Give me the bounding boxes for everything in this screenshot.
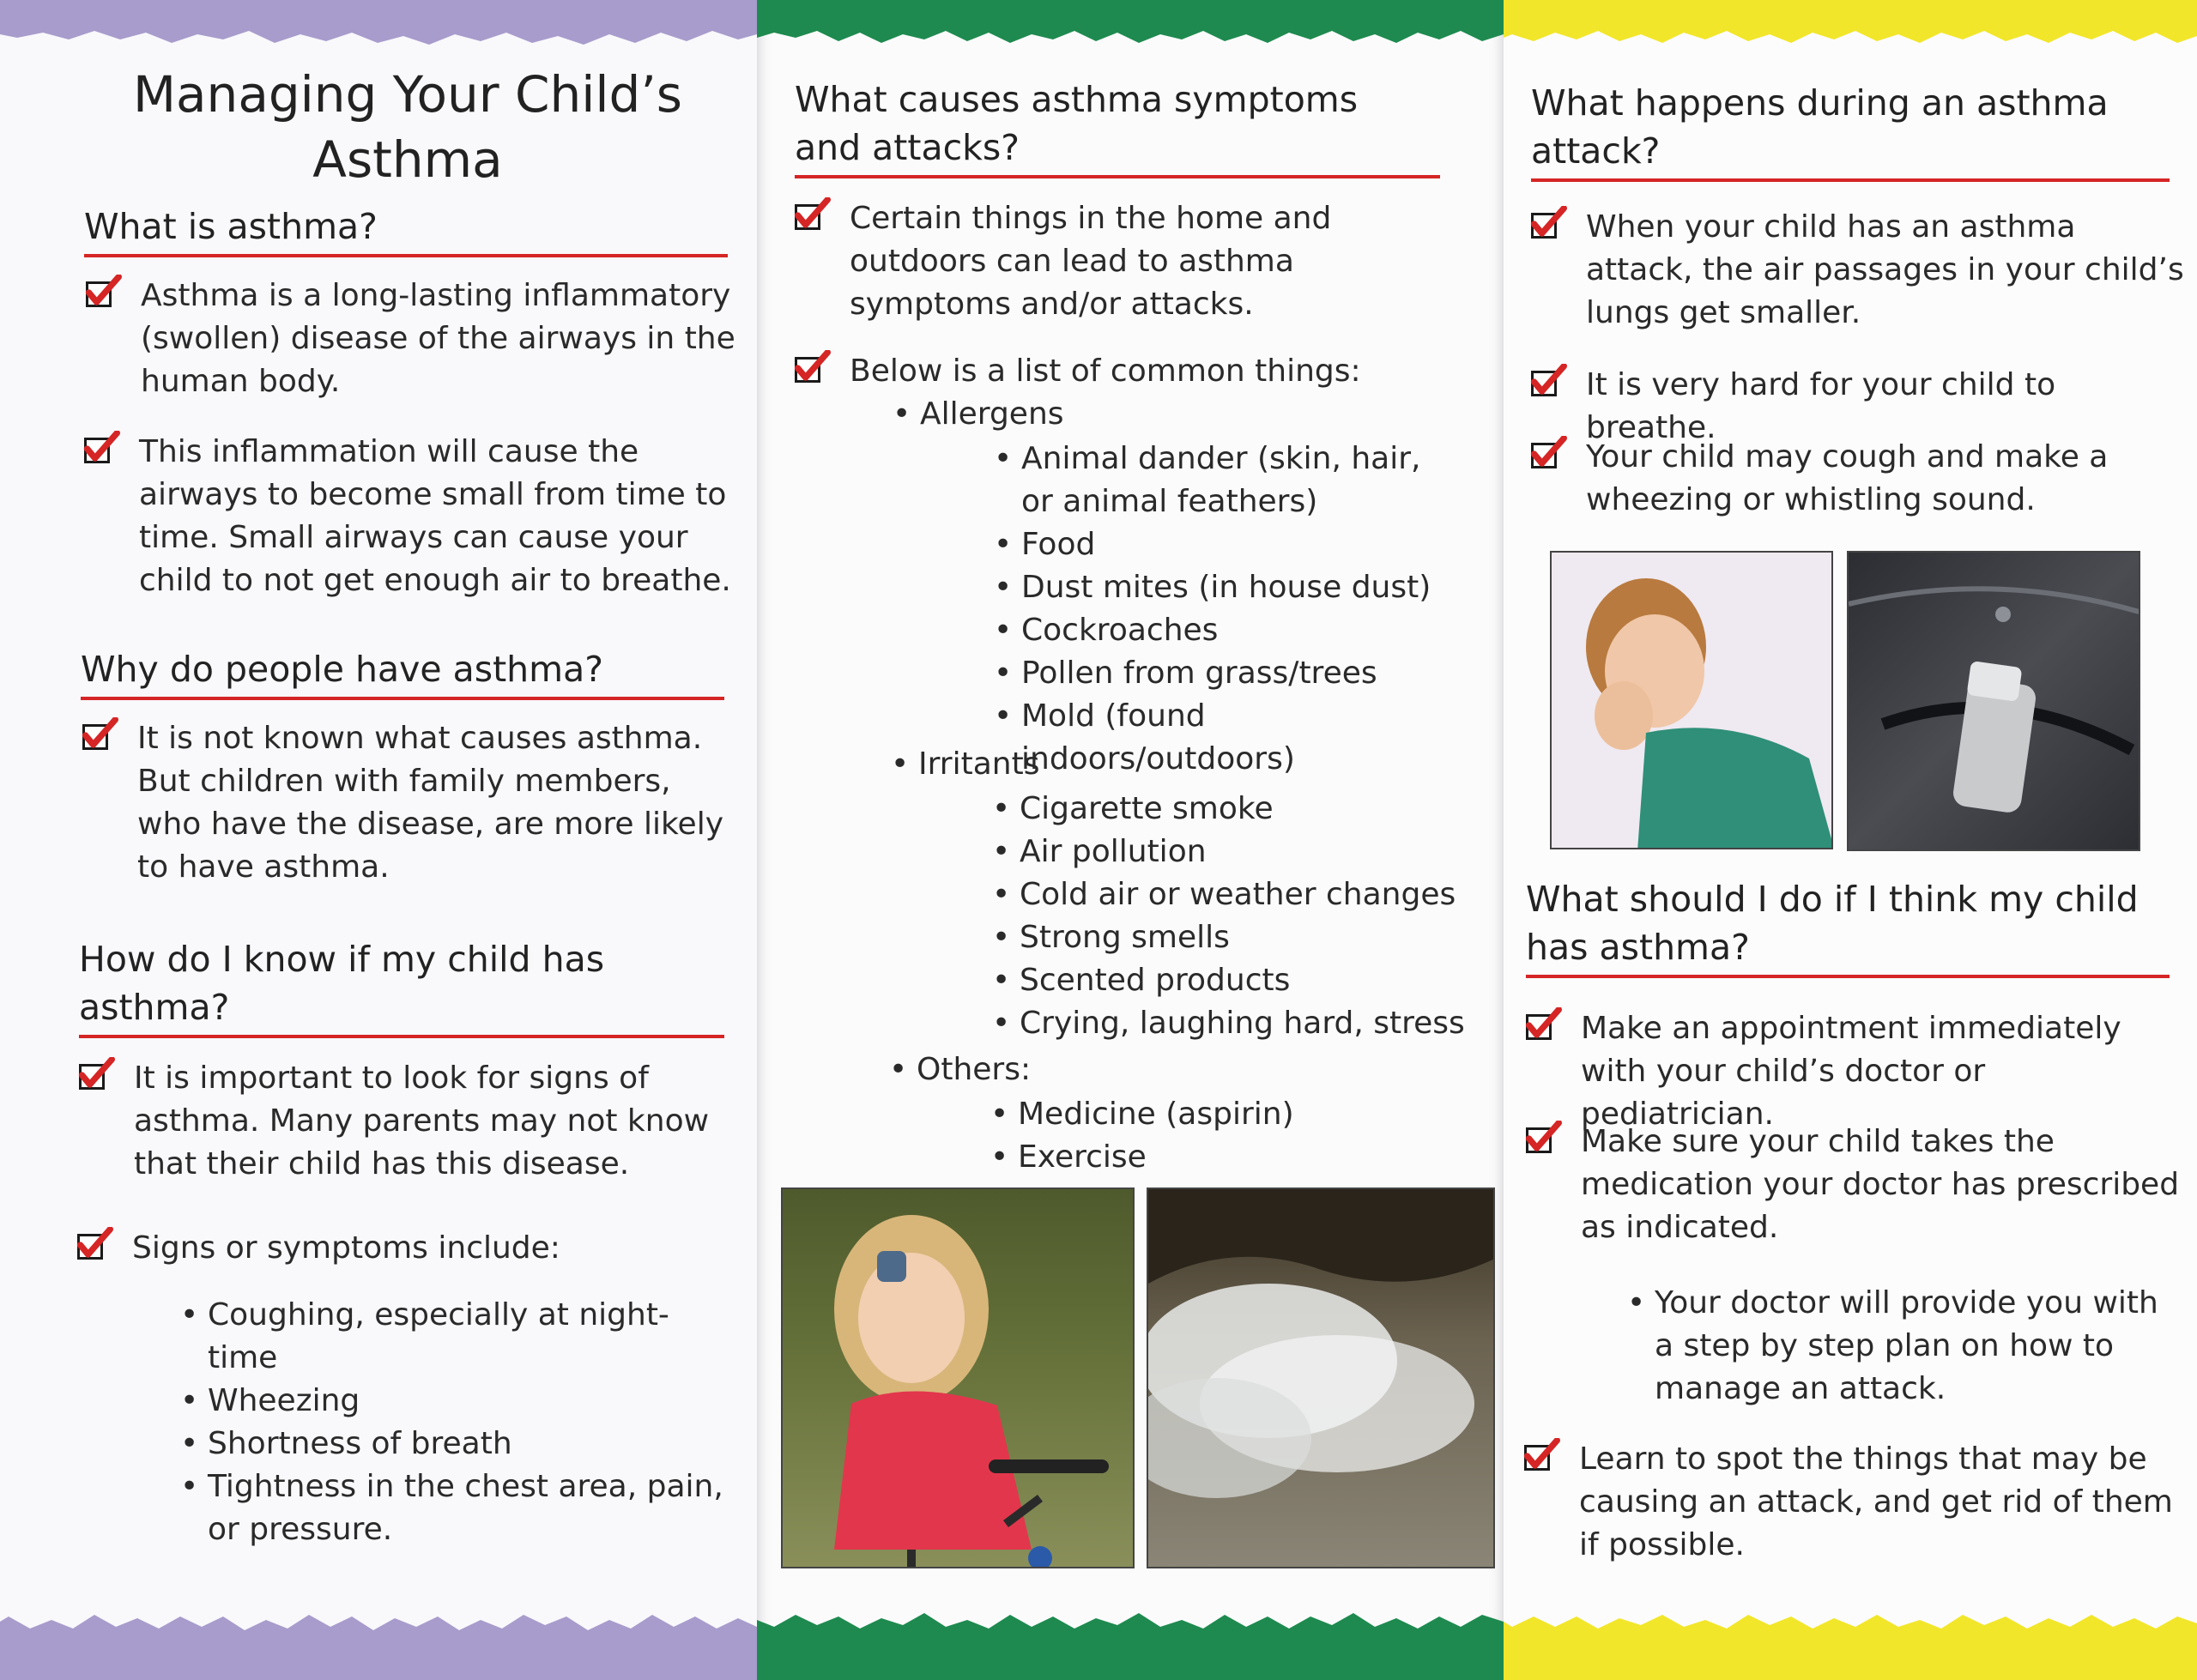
checkbox-check-icon xyxy=(795,354,826,384)
checkbox-check-icon xyxy=(86,278,117,309)
checkbox-check-icon xyxy=(1526,1124,1557,1155)
list-item: • Cockroaches xyxy=(990,609,1454,652)
photo-car-exhaust xyxy=(1147,1187,1495,1568)
list-item: • Animal dander (skin, hair, or animal feathers) xyxy=(990,438,1454,523)
irritant-list xyxy=(989,788,1469,1045)
checkbox-check-icon xyxy=(1531,367,1562,398)
torn-band-bottom xyxy=(0,1560,757,1680)
heading-during-attack: What happens during an asthma attack? xyxy=(1531,79,2170,182)
list-item: • Cigarette smoke xyxy=(989,788,1469,831)
list-item: • Pollen from grass/trees xyxy=(990,652,1454,695)
checkbox-check-icon xyxy=(82,721,113,752)
checkbox-check-icon xyxy=(79,1061,110,1091)
heading-what-to-do: What should I do if I think my child has asthma? xyxy=(1526,875,2170,978)
list-item: • Crying, laughing hard, stress xyxy=(989,1002,1469,1045)
symptom-list xyxy=(177,1294,726,1551)
photo-boy-coughing xyxy=(1550,551,1833,849)
checklist-item: Below is a list of common things: xyxy=(795,350,1464,393)
list-item: • Dust mites (in house dust) xyxy=(990,566,1454,609)
checklist-item: Make sure your child takes the medication your doctor has prescribed as indicated. xyxy=(1526,1121,2187,1249)
group-label: • Allergens xyxy=(889,393,1473,436)
trigger-group-irritants xyxy=(887,743,1471,786)
torn-band-top xyxy=(1504,0,2197,60)
checklist-item: Asthma is a long-lasting inflammatory (swollen) disease of the airways in the human body. xyxy=(86,275,738,403)
checklist-item: This inflammation will cause the airways to become small from time to time. Small airways can cause your child to not get enough air to breathe. xyxy=(84,431,736,602)
list-item: • Coughing, especially at night-time xyxy=(177,1294,726,1380)
checklist-item: Certain things in the home and outdoors can lead to asthma symptoms and/or attacks. xyxy=(795,197,1464,326)
list-item: • Wheezing xyxy=(177,1380,726,1423)
heading-causes: What causes asthma symptoms and attacks? xyxy=(795,76,1440,178)
checkbox-check-icon xyxy=(77,1230,108,1261)
panel-causes xyxy=(757,0,1504,1680)
heading-why-asthma: Why do people have asthma? xyxy=(81,645,724,700)
checklist-item: When your child has an asthma attack, the air passages in your child’s lungs get smaller. xyxy=(1531,206,2192,335)
other-list xyxy=(987,1093,1450,1179)
checklist-item: Make an appointment immediately with your child’s doctor or pediatrician. xyxy=(1526,1007,2187,1136)
group-label: • Irritants xyxy=(887,743,1471,786)
torn-band-top xyxy=(0,0,757,60)
list-item: • Shortness of breath xyxy=(177,1423,726,1465)
checkbox-check-icon xyxy=(1526,1011,1557,1042)
checkbox-check-icon xyxy=(1531,209,1562,240)
checklist-item: It is very hard for your child to breathe. xyxy=(1531,364,2192,450)
list-item: • Strong smells xyxy=(989,916,1469,959)
torn-band-top xyxy=(757,0,1504,60)
checklist-item: Learn to spot the things that may be causing an attack, and get rid of them if possible. xyxy=(1524,1438,2185,1567)
list-item: • Air pollution xyxy=(989,831,1469,873)
list-item: • Medicine (aspirin) xyxy=(987,1093,1450,1136)
checklist-item: It is not known what causes asthma. But children with family members, who have the disease, are more likely to have asthma. xyxy=(82,717,735,889)
list-item: • Cold air or weather changes xyxy=(989,873,1469,916)
brochure-title: Managing Your Child’s Asthma xyxy=(132,65,683,189)
photo-girl-inhaler xyxy=(781,1187,1135,1568)
checkbox-check-icon xyxy=(795,201,826,232)
heading-what-is-asthma: What is asthma? xyxy=(84,202,728,257)
checkbox-check-icon xyxy=(1524,1441,1555,1472)
doctor-plan-list xyxy=(1624,1282,2173,1411)
list-item: • Your doctor will provide you with a step by step plan on how to manage an attack. xyxy=(1624,1282,2173,1411)
photo-inhaler-pocket xyxy=(1847,551,2140,851)
torn-band-bottom xyxy=(757,1560,1504,1680)
list-item: • Scented products xyxy=(989,959,1469,1002)
group-label: • Others: xyxy=(886,1048,1469,1091)
torn-band-bottom xyxy=(1504,1560,2197,1680)
checkbox-check-icon xyxy=(84,434,115,465)
panel-attacks xyxy=(1504,0,2197,1680)
checklist-item: Your child may cough and make a wheezing or whistling sound. xyxy=(1531,436,2192,522)
heading-how-know: How do I know if my child has asthma? xyxy=(79,935,724,1038)
list-item: • Mold (found indoors/outdoors) xyxy=(990,695,1454,781)
list-item: • Exercise xyxy=(987,1136,1450,1179)
checklist-item: It is important to look for signs of asthma. Many parents may not know that their child has this disease. xyxy=(79,1057,731,1186)
list-item: • Food xyxy=(990,523,1454,566)
checklist-item: Signs or symptoms include: xyxy=(77,1227,729,1270)
trigger-group-allergens xyxy=(889,393,1473,436)
list-item: • Tightness in the chest area, pain, or pressure. xyxy=(177,1465,726,1551)
checkbox-check-icon xyxy=(1531,439,1562,470)
panel-intro xyxy=(0,0,757,1680)
allergen-list xyxy=(990,438,1454,781)
trigger-group-others xyxy=(886,1048,1469,1091)
